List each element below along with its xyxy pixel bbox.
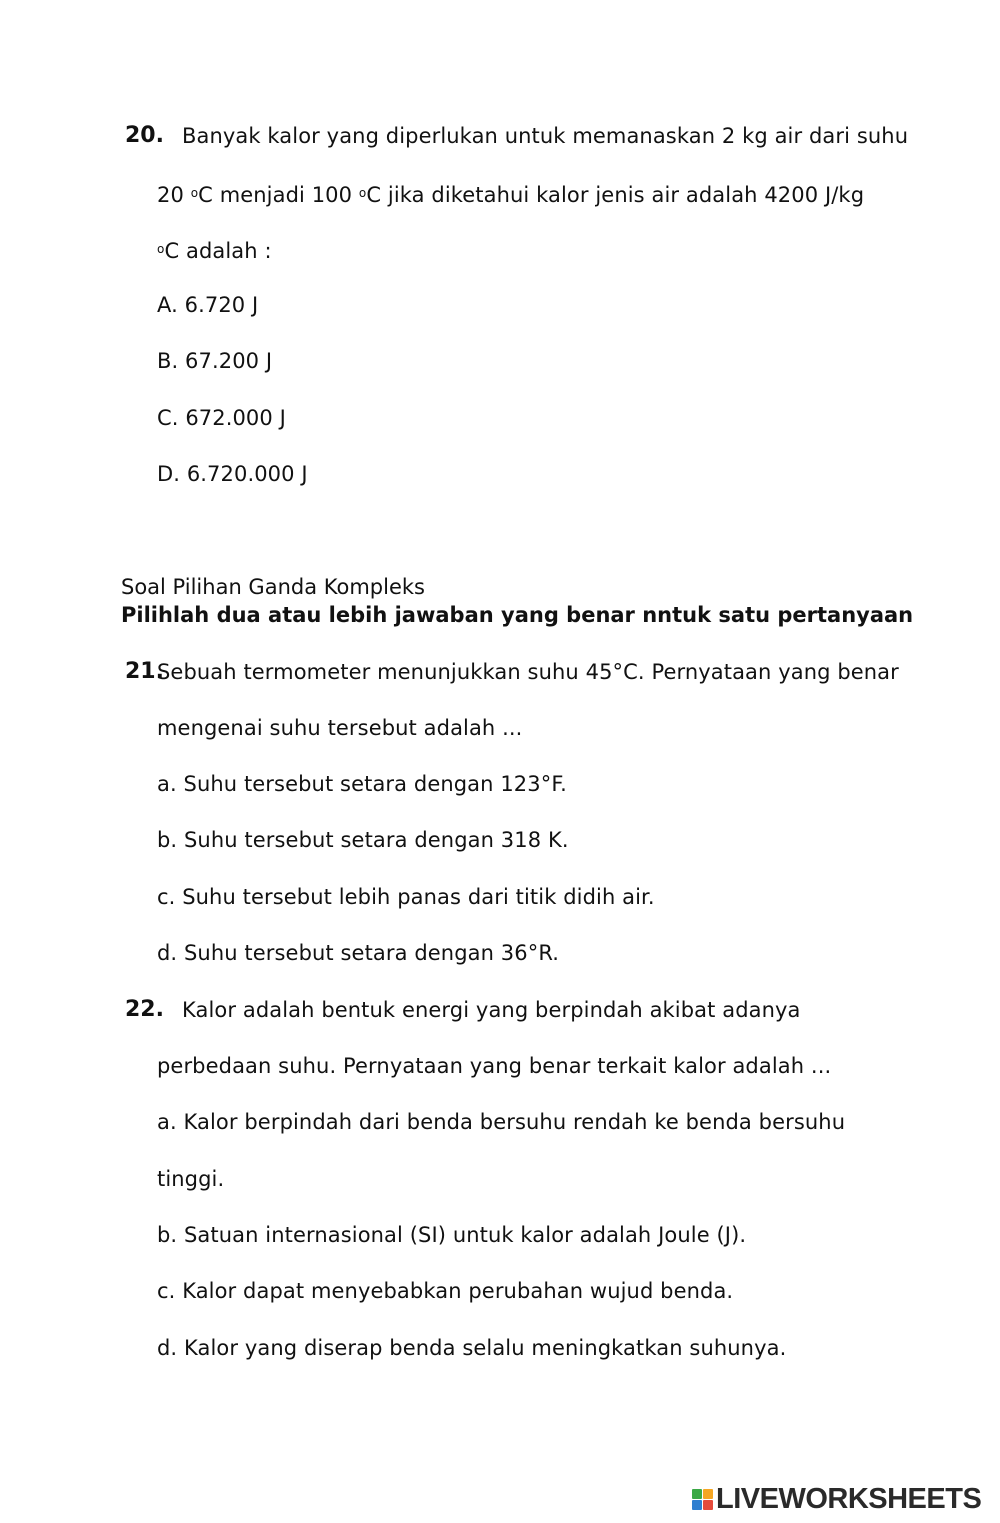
question-22-option-a[interactable]: a. Kalor berpindah dari benda bersuhu rendah ke benda bersuhu (157, 1110, 846, 1134)
question-21-number: 21. (125, 659, 164, 684)
question-22-option-d[interactable]: d. Kalor yang diserap benda selalu meningkatkan suhunya. (157, 1336, 787, 1360)
question-22-option-a-continued[interactable]: tinggi. (157, 1167, 225, 1191)
logo-square-v (692, 1500, 702, 1510)
question-21-text-line-2: mengenai suhu tersebut adalah ... (157, 716, 523, 740)
question-22-option-b[interactable]: b. Satuan internasional (SI) untuk kalor adalah Joule (J). (157, 1223, 747, 1247)
question-20-text-line-2: 20 $^o$C menjadi 100 $^o$C jika diketahui kalor jenis air adalah 4200 J/kg (157, 183, 865, 207)
question-21-option-a[interactable]: a. Suhu tersebut setara dengan 123°F. (157, 772, 567, 796)
question-22-text-line-1: Kalor adalah bentuk energi yang berpindah akibat adanya (182, 998, 801, 1022)
question-20-text-line-1: Banyak kalor yang diperlukan untuk memanaskan 2 kg air dari suhu (182, 124, 909, 148)
brand-name: LIVEWORKSHEETS (716, 1482, 982, 1515)
section-instruction: Pilihlah dua atau lebih jawaban yang benar nntuk satu pertanyaan (121, 603, 914, 627)
logo-square-i (703, 1489, 713, 1499)
logo-square-e (703, 1500, 713, 1510)
liveworksheets-logo-icon (692, 1489, 713, 1510)
logo-square-l (692, 1489, 702, 1499)
question-22-number: 22. (125, 997, 164, 1022)
question-20-option-a[interactable]: A. 6.720 J (157, 293, 259, 317)
section-title: Soal Pilihan Ganda Kompleks (121, 575, 425, 599)
question-21-option-c[interactable]: c. Suhu tersebut lebih panas dari titik didih air. (157, 885, 655, 909)
question-22-text-line-2: perbedaan suhu. Pernyataan yang benar terkait kalor adalah ... (157, 1054, 832, 1078)
question-20-option-c[interactable]: C. 672.000 J (157, 406, 286, 430)
question-21-option-b[interactable]: b. Suhu tersebut setara dengan 318 K. (157, 828, 569, 852)
liveworksheets-brand (692, 1483, 981, 1515)
question-22-option-c[interactable]: c. Kalor dapat menyebabkan perubahan wujud benda. (157, 1279, 734, 1303)
question-20-text-line-3: $^o$C adalah : (157, 239, 272, 263)
question-21-option-d[interactable]: d. Suhu tersebut setara dengan 36°R. (157, 941, 560, 965)
question-20-number: 20. (125, 123, 164, 148)
question-20-option-d[interactable]: D. 6.720.000 J (157, 462, 308, 486)
question-20-option-b[interactable]: B. 67.200 J (157, 349, 273, 373)
question-21-text-line-1: Sebuah termometer menunjukkan suhu 45°C. Pernyataan yang benar (157, 660, 899, 684)
